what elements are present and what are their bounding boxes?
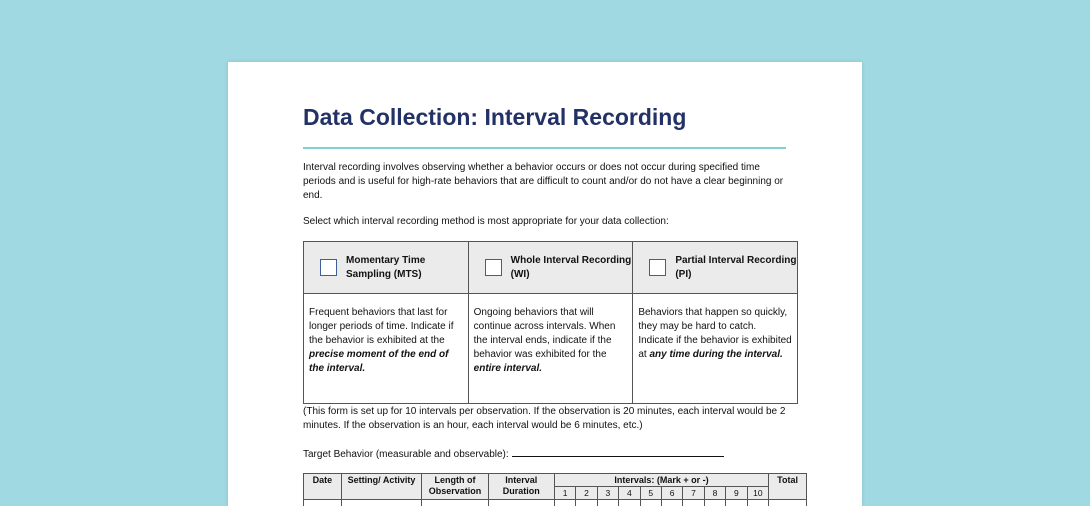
total-cell[interactable] (769, 500, 807, 506)
pi-label: Partial Interval Recording (PI) (675, 254, 797, 280)
intro-paragraph: Interval recording involves observing whether a behavior occurs or does not occur during specified time periods and is useful for high-rate behaviors that are difficult to count and/or do not have a clear beginning or end. (303, 162, 784, 201)
interval-cell[interactable] (597, 500, 618, 506)
methods-table (303, 241, 798, 404)
methods-description-row (304, 294, 798, 404)
interval-number: 2 (576, 487, 597, 500)
interval-cell[interactable] (683, 500, 704, 506)
method-cell-pi (633, 242, 798, 294)
target-behavior-field[interactable] (512, 446, 724, 457)
interval-cell[interactable] (747, 500, 769, 506)
length-header: Length of Observation (422, 474, 488, 500)
interval-cell[interactable] (554, 500, 575, 506)
pi-checkbox[interactable] (649, 259, 666, 276)
interval-duration-cell[interactable] (488, 500, 554, 506)
wi-description-emphasis: entire interval. (473, 363, 543, 374)
mts-description-text: Frequent behaviors that last for longer periods of time. Indicate if the behavior is exhibited at the (309, 307, 454, 346)
interval-number: 7 (683, 487, 704, 500)
mts-description-emphasis: precise moment of the end of the interval. (309, 349, 449, 374)
pi-description (633, 294, 798, 404)
method-cell-mts (304, 242, 469, 294)
interval-log-table (303, 473, 807, 506)
methods-header-row (304, 242, 798, 294)
interval-cell[interactable] (640, 500, 661, 506)
mts-checkbox[interactable] (320, 259, 337, 276)
document-page (228, 62, 862, 506)
interval-duration-header: Interval Duration (488, 474, 554, 500)
form-note: (This form is set up for 10 intervals per observation. If the observation is 20 minutes, each interval would be 2 minutes. If the observation is an hour, each interval would be 6 minutes, etc.) (303, 406, 786, 431)
date-cell[interactable] (304, 500, 342, 506)
wi-label: Whole Interval Recording (WI) (510, 254, 632, 280)
title-divider (303, 147, 786, 149)
interval-cell[interactable] (726, 500, 747, 506)
interval-cell[interactable] (576, 500, 597, 506)
interval-number: 10 (747, 487, 769, 500)
length-cell[interactable] (422, 500, 488, 506)
interval-cell[interactable] (661, 500, 682, 506)
setting-header: Setting/ Activity (341, 474, 422, 500)
pi-description-text: Behaviors that happen so quickly, they may be hard to catch. Indicate if the behavior is exhibited at (638, 307, 792, 360)
interval-number: 4 (619, 487, 640, 500)
mts-label: Momentary Time Sampling (MTS) (346, 254, 426, 280)
select-prompt: Select which interval recording method is most appropriate for your data collection: (303, 216, 669, 227)
page-title: Data Collection: Interval Recording (303, 104, 687, 130)
interval-number: 8 (704, 487, 725, 500)
wi-checkbox[interactable] (485, 259, 502, 276)
interval-number: 5 (640, 487, 661, 500)
table-row (304, 500, 807, 506)
wi-description-text: Ongoing behaviors that will continue across intervals. When the interval ends, indicate if the behavior was exhibited for the (473, 307, 616, 360)
interval-number: 6 (661, 487, 682, 500)
log-header-row (304, 474, 807, 487)
interval-number: 1 (554, 487, 575, 500)
mts-description (304, 294, 469, 404)
method-cell-wi (468, 242, 633, 294)
intervals-header: Intervals: (Mark + or -) (554, 474, 768, 487)
interval-cell[interactable] (704, 500, 725, 506)
target-behavior-label: Target Behavior (measurable and observable): (303, 449, 509, 460)
wi-description (468, 294, 633, 404)
interval-cell[interactable] (619, 500, 640, 506)
setting-cell[interactable] (341, 500, 422, 506)
total-header: Total (769, 474, 807, 500)
interval-number: 9 (726, 487, 747, 500)
interval-number: 3 (597, 487, 618, 500)
date-header: Date (304, 474, 342, 500)
pi-description-emphasis: any time during the interval. (649, 349, 783, 360)
target-behavior-line (303, 446, 724, 462)
